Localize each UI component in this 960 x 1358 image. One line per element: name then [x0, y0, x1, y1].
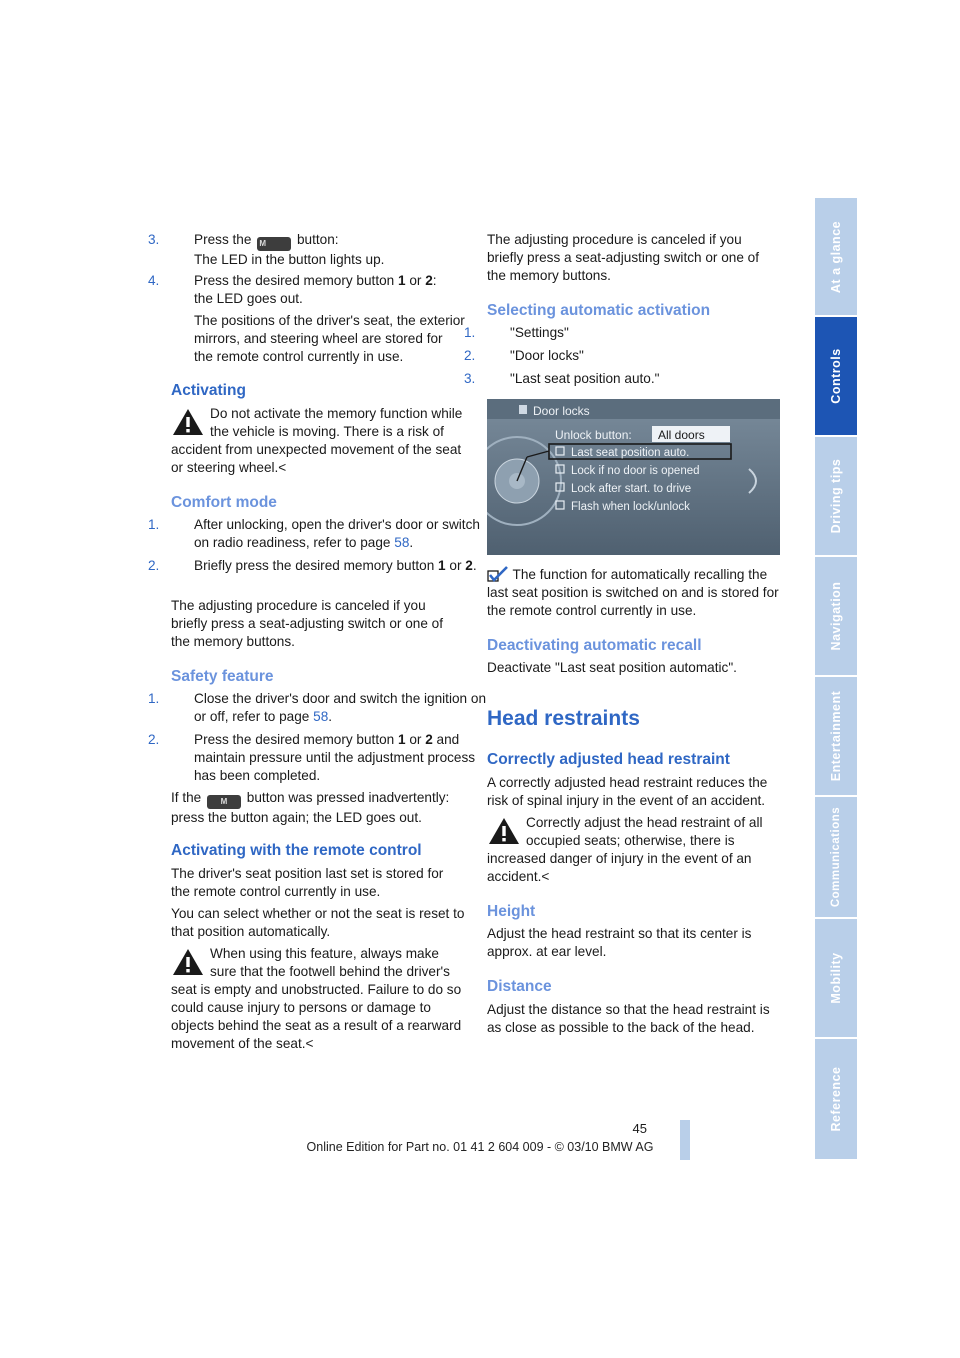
sidebar-tab-navigation[interactable]: Navigation [815, 557, 857, 675]
screen-unlock-label: Unlock button: [555, 428, 632, 442]
page-link[interactable]: 58 [394, 535, 410, 550]
heading-correct-head-restraint: Correctly adjusted head restraint [487, 751, 730, 768]
remote-paragraph-1: The driver's seat position last set is stored for the remote control currently in use. [171, 866, 444, 899]
heading-height: Height [487, 903, 536, 920]
distance-text: Adjust the distance so that the head restraint is as close as possible to the back of the head. [487, 1002, 770, 1035]
warning-triangle-icon [487, 816, 521, 846]
door-locks-screen [487, 399, 780, 555]
right-intro: The adjusting procedure is canceled if you briefly press a seat-adjusting switch or one of the memory buttons. [487, 232, 760, 283]
comfort-step-1: 1. After unlocking, open the driver's door or switch on radio readiness, refer to page 58. [148, 517, 480, 550]
screen-option: Last seat position auto. [571, 447, 690, 459]
step-4-note: The positions of the driver's seat, the exterior mirrors, and steering wheel are stored for the remote control currently in use. [194, 313, 465, 364]
step-4: 4. Press the desired memory button 1 or 2: the LED goes out. [148, 273, 437, 306]
comfort-step-2: 2. Briefly press the desired memory button 1 or 2. [148, 558, 477, 573]
heading-head-restraints: Head restraints [487, 707, 640, 730]
screen-option: Flash when lock/unlock [571, 501, 690, 513]
height-text: Adjust the head restraint so that its center is approx. at ear level. [487, 926, 752, 959]
sidebar-tab-driving-tips[interactable]: Driving tips [815, 437, 857, 555]
footer-text: Online Edition for Part no. 01 41 2 604 009 - © 03/10 BMW AG [306, 1140, 654, 1154]
sidebar-tab-at-a-glance[interactable]: At a glance [815, 198, 857, 315]
safety-step-1: 1. Close the driver's door and switch the ignition on or off, refer to page 58. [148, 691, 487, 724]
screen-title: Door locks [533, 404, 590, 418]
check-note: The function for automatically recalling the last seat position is switched on and is stored for the remote control currently in use. [487, 567, 779, 618]
heading-distance: Distance [487, 978, 552, 995]
warning-head-restraint: Correctly adjust the head restraint of all occupied seats; otherwise, there is increased danger of injury in the event of an accident.< [487, 815, 763, 884]
auto-step-2: 2. "Door locks" [464, 348, 584, 363]
remote-paragraph-2: You can select whether or not the seat is reset to that position automatically. [171, 906, 465, 939]
step-3: 3. Press the M button: The LED in the button lights up. [148, 232, 385, 267]
sidebar-tab-reference[interactable]: Reference [815, 1039, 857, 1159]
heading-activating: Activating [171, 382, 246, 399]
warning-activating: Do not activate the memory function while the vehicle is moving. There is a risk of accident from unexpected movement of the seat or steering wheel.< [171, 406, 463, 475]
heading-deactivating: Deactivating automatic recall [487, 637, 702, 654]
deactivate-text: Deactivate "Last seat position automatic". [487, 660, 737, 675]
warning-triangle-icon [171, 407, 205, 437]
comfort-note: The adjusting procedure is canceled if you briefly press a seat-adjusting switch or one of the memory buttons. [171, 598, 444, 649]
screen-unlock-value: All doors [658, 428, 705, 442]
correct-text: A correctly adjusted head restraint reduces the risk of spinal injury in the event of an accident. [487, 775, 768, 808]
heading-comfort-mode: Comfort mode [171, 494, 277, 511]
page-number: 45 [632, 1121, 647, 1136]
screen-option: Lock after start. to drive [571, 483, 692, 495]
safety-step-2: 2. Press the desired memory button 1 or 2 and maintain pressure until the adjustment process has been completed. [148, 732, 476, 783]
sidebar-tab-communications[interactable]: Communications [815, 797, 857, 917]
auto-step-1: 1. "Settings" [464, 325, 569, 340]
auto-step-3: 3. "Last seat position auto." [464, 371, 660, 386]
safety-note: If the M button was pressed inadvertently: press the button again; the LED goes out. [171, 790, 450, 825]
page-link[interactable]: 58 [313, 709, 329, 724]
heading-automatic-activation: Selecting automatic activation [487, 302, 711, 319]
warning-remote: When using this feature, always make sure that the footwell behind the driver's seat is empty and unobstructed. Failure to do so could cause injury to persons or damage to objects behind the seat as a result of a rearward movement of the seat.< [171, 946, 462, 1051]
heading-remote-control: Activating with the remote control [171, 842, 422, 859]
warning-triangle-icon [171, 947, 205, 977]
heading-safety-feature: Safety feature [171, 668, 274, 685]
memory-button-icon: M [207, 795, 241, 809]
checkbox-checked-icon [487, 566, 509, 582]
sidebar-tab-controls[interactable]: Controls [815, 317, 857, 435]
memory-button-icon: M [257, 237, 291, 251]
screen-option: Lock if no door is opened [571, 465, 700, 477]
sidebar-tab-mobility[interactable]: Mobility [815, 919, 857, 1037]
sidebar-tab-entertainment[interactable]: Entertainment [815, 677, 857, 795]
